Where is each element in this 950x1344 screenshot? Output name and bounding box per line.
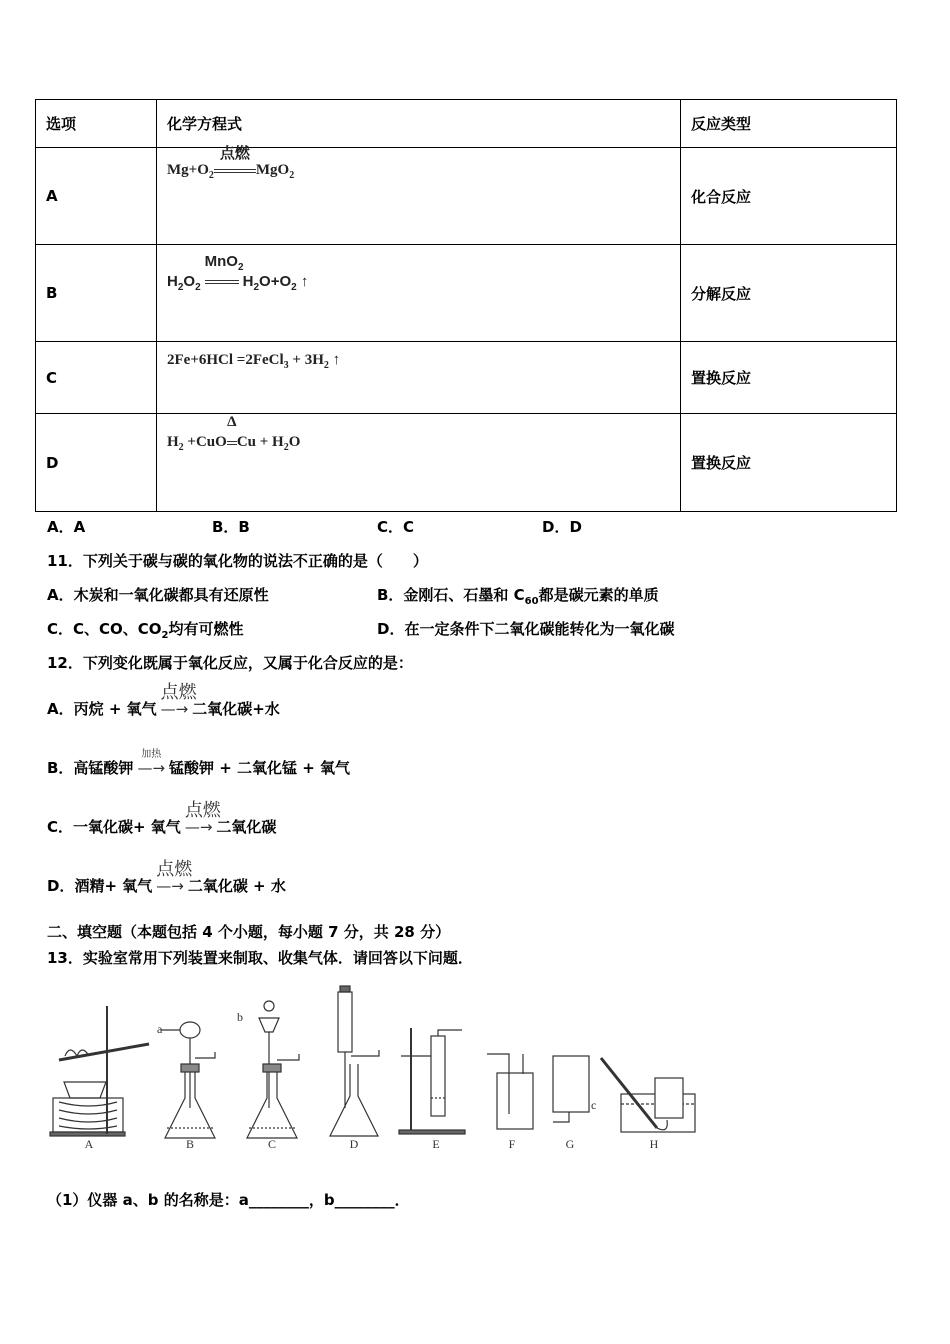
equation-cell: $H_2O_2$ MnO$_2$ $H_2O+O_2$ ↑ xyxy=(157,245,681,342)
figure-label: F xyxy=(508,1137,516,1151)
q12-stem: 12．下列变化既属于氧化反应，又属于化合反应的是： xyxy=(47,654,413,672)
section-heading: 二、填空题（本题包括 4 个小题，每小题 7 分，共 28 分） xyxy=(47,923,451,941)
q13-sub1: （1）仪器 a、b 的名称是：a________，b________． xyxy=(47,1191,410,1209)
equation-cell: 2Fe+6HCl =2FeCl$_3$ + $3H_2$ ↑ xyxy=(157,342,681,414)
q10-option-c[interactable]: C．C xyxy=(377,518,415,536)
figure-label: G xyxy=(565,1137,575,1151)
figure-label: D xyxy=(349,1137,359,1151)
type-cell: 置换反应 xyxy=(681,414,897,512)
q12-option-d[interactable]: D．酒精+ 氧气 点燃 —→ 二氧化碳 + 水 xyxy=(47,859,286,895)
header-option: 选项 xyxy=(36,100,157,148)
q11-stem: 11．下列关于碳与碳的氧化物的说法不正确的是（ ） xyxy=(47,552,428,570)
question-table xyxy=(35,99,897,512)
q11-option-c[interactable]: C．C、CO、$CO_2$均有可燃性 xyxy=(47,620,244,641)
option-cell: C xyxy=(36,342,157,414)
equation-cell: $H_2 +CuO$ Δ $Cu + H_2O$ xyxy=(157,414,681,512)
figure-label: E xyxy=(432,1137,440,1151)
figure-label: C xyxy=(267,1137,277,1151)
figure-label: H xyxy=(649,1137,659,1151)
type-cell: 置换反应 xyxy=(681,342,897,414)
header-type: 反应类型 xyxy=(681,100,897,148)
q10-option-a[interactable]: A．A xyxy=(47,518,86,536)
type-cell: 化合反应 xyxy=(681,148,897,245)
table-row xyxy=(36,342,897,414)
option-cell: B xyxy=(36,245,157,342)
q11-option-d[interactable]: D．在一定条件下二氧化碳能转化为一氧化碳 xyxy=(377,620,675,638)
figure-label: B xyxy=(185,1137,195,1151)
equation-cell: $Mg+O_2$ 点燃 MgO$_2$ xyxy=(157,148,681,245)
apparatus-figure xyxy=(45,978,705,1158)
table-row xyxy=(36,414,897,512)
option-cell: A xyxy=(36,148,157,245)
q11-option-b[interactable]: B．金刚石、石墨和 $C_{60}$都是碳元素的单质 xyxy=(377,586,659,607)
label-b: b xyxy=(237,1010,243,1024)
q12-option-b[interactable]: B．高锰酸钾 加热 —→ 锰酸钾 + 二氧化锰 + 氧气 xyxy=(47,749,351,777)
header-equation: 化学方程式 xyxy=(157,100,681,148)
table-row xyxy=(36,148,897,245)
label-a: a xyxy=(157,1022,163,1036)
label-c: c xyxy=(591,1098,597,1112)
figure-label: A xyxy=(84,1137,94,1151)
table-row xyxy=(36,245,897,342)
q10-option-b[interactable]: B．B xyxy=(212,518,250,536)
q12-option-c[interactable]: C．一氧化碳+ 氧气 点燃 —→ 二氧化碳 xyxy=(47,800,277,836)
q12-option-a[interactable]: A．丙烷 + 氧气 点燃 —→ 二氧化碳+水 xyxy=(47,682,280,718)
q13-stem: 13．实验室常用下列装置来制取、收集气体．请回答以下问题． xyxy=(47,949,473,967)
type-cell: 分解反应 xyxy=(681,245,897,342)
q11-option-a[interactable]: A．木炭和一氧化碳都具有还原性 xyxy=(47,586,269,604)
option-cell: D xyxy=(36,414,157,512)
q10-option-d[interactable]: D．D xyxy=(542,518,582,536)
